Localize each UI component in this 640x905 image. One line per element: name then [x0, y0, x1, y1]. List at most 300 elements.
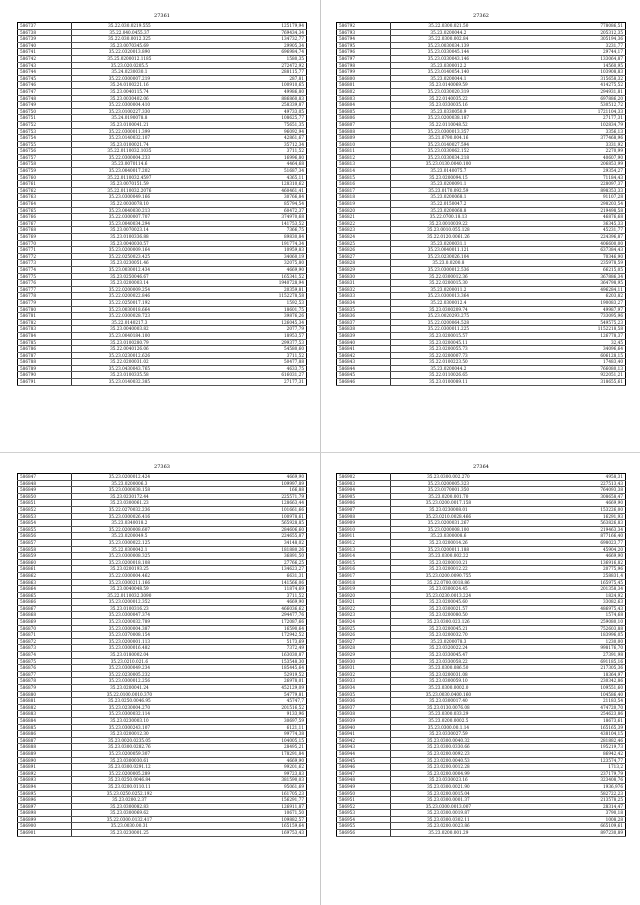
reference-cell: 35.23.0300008.6: [391, 533, 506, 540]
row-id-cell: 586880: [18, 691, 72, 698]
table-row: [337, 332, 626, 339]
table-row: [18, 234, 307, 241]
table-row: [337, 194, 626, 201]
amount-cell: 14560,95: [505, 62, 625, 69]
table-row: [337, 533, 626, 540]
reference-cell: 35.22.0200008.607: [72, 526, 187, 533]
reference-cell: 35.23.0300.0019.87: [391, 810, 506, 817]
table-row: [18, 783, 307, 790]
amount-cell: 299377,53: [186, 339, 306, 346]
row-id-cell: 586942: [337, 737, 391, 744]
reference-cell: 35.23.0300.0002.0: [391, 685, 506, 692]
table-row: [337, 273, 626, 280]
amount-cell: 33082,63: [505, 599, 625, 606]
reference-cell: 35.23.0100089.11: [391, 379, 506, 386]
reference-cell: 35.23.0030034.139: [391, 42, 506, 49]
amount-cell: 1152218,58: [505, 326, 625, 333]
amount-cell: 315658,32: [505, 75, 625, 82]
amount-cell: 30697,59: [186, 717, 306, 724]
amount-cell: 6631,31: [186, 572, 306, 579]
table-row: [18, 260, 307, 267]
row-id-cell: 586897: [18, 803, 72, 810]
amount-cell: 17483,40: [505, 359, 625, 366]
row-id-cell: 586744: [18, 69, 72, 76]
table-row: [18, 724, 307, 731]
amount-cell: 91107,28: [505, 194, 625, 201]
table-row: [18, 306, 307, 313]
row-id-cell: 586798: [337, 62, 391, 69]
reference-cell: 35.23.0210.0028.466: [391, 513, 506, 520]
table-row: [337, 586, 626, 593]
amount-cell: 10671,50: [186, 810, 306, 817]
table-row: [18, 810, 307, 817]
table-row: [18, 154, 307, 161]
reference-cell: 35.23.0300082.83: [72, 803, 187, 810]
row-id-cell: 586866: [18, 599, 72, 606]
row-id-cell: 586833: [337, 293, 391, 300]
row-id-cell: 586795: [337, 42, 391, 49]
amount-cell: 86942,42: [505, 750, 625, 757]
row-id-cell: 586907: [337, 506, 391, 513]
table-row: [337, 75, 626, 82]
row-id-cell: 586940: [337, 724, 391, 731]
table-row: [337, 201, 626, 208]
amount-cell: 1940728,94: [186, 280, 306, 287]
table-row: [18, 293, 307, 300]
table-row: [337, 220, 626, 227]
amount-cell: 185445,64: [186, 665, 306, 672]
reference-cell: 35.23.0300.086.50: [391, 665, 506, 672]
table-row: [18, 227, 307, 234]
amount-cell: 29744,17: [505, 49, 625, 56]
row-id-cell: 586749: [18, 102, 72, 109]
table-row: [337, 757, 626, 764]
table-row: [337, 691, 626, 698]
amount-cell: 178291,84: [186, 750, 306, 757]
table-row: [18, 493, 307, 500]
ledger-table: [17, 473, 307, 837]
table-row: [18, 168, 307, 175]
row-id-cell: 586931: [337, 665, 391, 672]
reference-cell: 35.23.0200012.30: [72, 731, 187, 738]
table-row: [337, 605, 626, 612]
reference-cell: 35.23.0140032.385: [72, 379, 187, 386]
table-row: [18, 55, 307, 62]
row-id-cell: 586889: [18, 750, 72, 757]
table-row: [337, 359, 626, 366]
table-row: [337, 36, 626, 43]
reference-cell: 35.23.0200049.5: [72, 533, 187, 540]
table-row: [18, 605, 307, 612]
reference-cell: 35.23.0.0200.8: [391, 260, 506, 267]
table-row: [18, 240, 307, 247]
table-row: [18, 790, 307, 797]
reference-cell: 35.23.0030012.434: [72, 266, 187, 273]
row-id-cell: 586854: [18, 520, 72, 527]
reference-cell: 35.23.0200009.164: [72, 247, 187, 254]
table-row: [18, 592, 307, 599]
row-id-cell: 586856: [18, 533, 72, 540]
row-id-cell: 586909: [337, 520, 391, 527]
amount-cell: 364798,95: [505, 280, 625, 287]
row-id-cell: 586750: [18, 108, 72, 115]
reference-cell: 35.23.0330023.16: [391, 777, 506, 784]
reference-cell: 35.22.0300028.723: [72, 313, 187, 320]
reference-cell: 35.23.0040184.100: [72, 332, 187, 339]
amount-cell: 752603,88: [505, 625, 625, 632]
reference-cell: 35.23.0200038.187: [391, 115, 506, 122]
reference-cell: 35.22.0110032.1035: [72, 148, 187, 155]
row-id-cell: 586951: [337, 797, 391, 804]
amount-cell: 201358,34: [505, 586, 625, 593]
reference-cell: 35.23.0330027.59: [391, 731, 506, 738]
row-id-cell: 586899: [18, 816, 72, 823]
amount-cell: 4958,31: [505, 474, 625, 481]
table-row: [18, 379, 307, 386]
row-id-cell: 586819: [337, 201, 391, 208]
row-id-cell: 586946: [337, 764, 391, 771]
table-row: [18, 539, 307, 546]
row-id-cell: 586752: [18, 121, 72, 128]
amount-cell: 5173,69: [186, 638, 306, 645]
reference-cell: 35.22.0250023.425: [72, 253, 187, 260]
reference-cell: 35.23.0200068.8: [391, 207, 506, 214]
page-title: 27363: [154, 464, 170, 470]
amount-cell: 45904,20: [505, 546, 625, 553]
reference-cell: 35.23.0170001.350: [391, 487, 506, 494]
table-row: [337, 566, 626, 573]
reference-cell: 35.23.0300.0040.32: [391, 737, 506, 744]
table-row: [18, 691, 307, 698]
row-id-cell: 586759: [18, 168, 72, 175]
table-row: [18, 553, 307, 560]
reference-cell: 35.23.0370008.154: [72, 632, 187, 639]
amount-cell: 582722,23: [505, 790, 625, 797]
table-row: [18, 42, 307, 49]
amount-cell: 109882,57: [186, 816, 306, 823]
row-id-cell: 586842: [337, 352, 391, 359]
row-id-cell: 586952: [337, 803, 391, 810]
table-row: [337, 154, 626, 161]
reference-cell: 35.23.0200003.14: [72, 280, 187, 287]
table-row: [18, 480, 307, 487]
reference-cell: 35.23.0250.0252.192: [72, 790, 187, 797]
amount-cell: 99201,62: [186, 764, 306, 771]
reference-cell: 35.23.0230012.626: [72, 352, 187, 359]
amount-cell: 9133,96: [186, 711, 306, 718]
amount-cell: 126045,34: [186, 319, 306, 326]
amount-cell: 563826,83: [505, 520, 625, 527]
reference-cell: 35.23.0200.0012.28: [391, 764, 506, 771]
reference-cell: 35.23.0330058.22: [391, 658, 506, 665]
row-id-cell: 586840: [337, 339, 391, 346]
table-row: [18, 88, 307, 95]
row-id-cell: 586939: [337, 717, 391, 724]
reference-cell: 35.23.0320022.24: [391, 645, 506, 652]
amount-cell: 452129,09: [186, 685, 306, 692]
table-row: [18, 533, 307, 540]
reference-cell: 35.24.0100221.16: [72, 82, 187, 89]
row-id-cell: 586936: [337, 698, 391, 705]
table-row: [337, 365, 626, 372]
reference-cell: 35.23.0300030.61: [72, 757, 187, 764]
table-row: [337, 227, 626, 234]
reference-cell: 35.23.0300017.40: [391, 698, 506, 705]
row-id-cell: 586943: [337, 744, 391, 751]
table-row: [337, 652, 626, 659]
amount-cell: 549575,23: [505, 319, 625, 326]
table-row: [18, 638, 307, 645]
table-row: [18, 685, 307, 692]
table-row: [18, 82, 307, 89]
amount-cell: 474720,70: [505, 704, 625, 711]
reference-cell: 35.23.0200.0002.5: [391, 717, 506, 724]
row-id-cell: 586915: [337, 559, 391, 566]
table-row: [18, 280, 307, 287]
row-id-cell: 586941: [337, 731, 391, 738]
amount-cell: 1721104,33: [505, 108, 625, 115]
row-id-cell: 586921: [337, 599, 391, 606]
row-id-cell: 586928: [337, 645, 391, 652]
row-id-cell: 586800: [337, 75, 391, 82]
reference-cell: 35.23.0300061.23: [72, 500, 187, 507]
reference-cell: 35.23.0300012.2: [391, 62, 506, 69]
reference-cell: 35.23.0040048.59: [72, 586, 187, 593]
amount-cell: 54779,81: [186, 691, 306, 698]
table-row: [337, 174, 626, 181]
reference-cell: 35.23.0200015.57: [391, 332, 506, 339]
table-row: [337, 168, 626, 175]
amount-cell: 35712,34: [186, 141, 306, 148]
reference-cell: 35.23.0300012.256: [72, 678, 187, 685]
amount-cell: 50477,88: [186, 359, 306, 366]
row-id-cell: 586826: [337, 247, 391, 254]
row-id-cell: 586757: [18, 154, 72, 161]
table-row: [337, 520, 626, 527]
row-id-cell: 586894: [18, 783, 72, 790]
reference-cell: 35.21.0790.004.16: [391, 135, 506, 142]
reference-cell: 35.23.0230004.270: [72, 704, 187, 711]
amount-cell: 4669,90: [186, 266, 306, 273]
table-row: [337, 579, 626, 586]
row-id-cell: 586760: [18, 174, 72, 181]
amount-cell: 134732,77: [186, 36, 306, 43]
amount-cell: 165165,39: [505, 724, 625, 731]
amount-cell: 3711,52: [186, 352, 306, 359]
amount-cell: 141566,06: [186, 579, 306, 586]
reference-cell: 35.23.0200018.108: [72, 559, 187, 566]
amount-cell: 163030,87: [186, 652, 306, 659]
table-row: [18, 266, 307, 273]
reference-cell: 35.23.0300.0001.37: [391, 797, 506, 804]
reference-cell: 35.22.0110032.2076: [72, 187, 187, 194]
row-id-cell: 586792: [337, 23, 391, 30]
table-row: [337, 750, 626, 757]
table-row: [337, 306, 626, 313]
amount-cell: 18953,57: [186, 332, 306, 339]
reference-cell: 35.23.0200078.3: [391, 638, 506, 645]
table-row: [337, 280, 626, 287]
row-id-cell: 586955: [337, 823, 391, 830]
reference-cell: 35.23.0200044.2: [391, 365, 506, 372]
reference-cell: 35.23.0200055.73: [391, 346, 506, 353]
amount-cell: 258339,87: [186, 102, 306, 109]
amount-cell: 3711,52: [186, 592, 306, 599]
reference-cell: 35.23.0020293.275: [391, 313, 506, 320]
table-row: [337, 685, 626, 692]
row-id-cell: 586930: [337, 658, 391, 665]
reference-cell: 35.23.0140027.594: [391, 141, 506, 148]
amount-cell: 237179,79: [505, 770, 625, 777]
reference-cell: 35.23.0300013.357: [391, 128, 506, 135]
table-row: [337, 299, 626, 306]
row-id-cell: 586823: [337, 227, 391, 234]
table-row: [337, 797, 626, 804]
reference-cell: 35.23.0130.0076.08: [391, 704, 506, 711]
row-id-cell: 586781: [18, 313, 72, 320]
amount-cell: 1713,2: [505, 764, 625, 771]
amount-cell: 49986,80: [186, 88, 306, 95]
row-id-cell: 586767: [18, 220, 72, 227]
row-id-cell: 586782: [18, 319, 72, 326]
amount-cell: 665109,61: [505, 823, 625, 830]
table-row: [337, 148, 626, 155]
amount-cell: 886860,83: [186, 95, 306, 102]
amount-cell: 225571,79: [186, 493, 306, 500]
row-id-cell: 586891: [18, 764, 72, 771]
table-row: [18, 207, 307, 214]
table-row: [337, 379, 626, 386]
reference-cell: 35.23.0300211.166: [72, 579, 187, 586]
row-id-cell: 586777: [18, 286, 72, 293]
reference-cell: 35.23.0100227.330: [72, 108, 187, 115]
table-row: [337, 803, 626, 810]
row-id-cell: 586778: [18, 293, 72, 300]
reference-cell: 35.23.0200012.22: [391, 566, 506, 573]
row-id-cell: 586786: [18, 346, 72, 353]
table-row: [337, 770, 626, 777]
reference-cell: 35.22.0700.18.13: [391, 214, 506, 221]
amount-cell: 195219,73: [505, 744, 625, 751]
table-row: [18, 513, 307, 520]
table-row: [18, 174, 307, 181]
ledger-table: [336, 473, 626, 837]
amount-cell: 998176,70: [505, 645, 625, 652]
amount-cell: 4669,90: [186, 757, 306, 764]
amount-cell: 36891,50: [186, 553, 306, 560]
row-id-cell: 586773: [18, 260, 72, 267]
reference-cell: 35.23.0300243.107: [72, 724, 187, 731]
reference-cell: 35.23.0030402.06: [72, 95, 187, 102]
amount-cell: 45231,77: [505, 227, 625, 234]
row-id-cell: 586745: [18, 75, 72, 82]
table-row: [337, 506, 626, 513]
table-row: [18, 520, 307, 527]
row-id-cell: 586938: [337, 711, 391, 718]
row-id-cell: 586953: [337, 810, 391, 817]
table-row: [18, 121, 307, 128]
table-row: [18, 352, 307, 359]
amount-cell: 36345,33: [505, 220, 625, 227]
reference-cell: 35.23.0300024.45: [391, 586, 506, 593]
table-row: [18, 194, 307, 201]
table-row: [18, 365, 307, 372]
row-id-cell: 586893: [18, 777, 72, 784]
amount-cell: 259080,10: [505, 619, 625, 626]
amount-cell: 100978,61: [186, 513, 306, 520]
row-id-cell: 586863: [18, 579, 72, 586]
amount-cell: 133064,87: [505, 55, 625, 62]
table-row: [18, 770, 307, 777]
reference-cell: 35.23.0330034.218: [391, 154, 506, 161]
reference-cell: 35.23.0330035.16: [391, 102, 506, 109]
reference-cell: 35.23.0300.023.126: [391, 619, 506, 626]
table-row: [337, 526, 626, 533]
row-id-cell: 586871: [18, 632, 72, 639]
amount-cell: 1008,28: [505, 816, 625, 823]
row-id-cell: 586847: [18, 474, 72, 481]
table-row: [337, 352, 626, 359]
amount-cell: 18601,75: [186, 306, 306, 313]
row-id-cell: 586818: [337, 194, 391, 201]
reference-cell: 35.24.0230030.1: [72, 69, 187, 76]
table-row: [18, 135, 307, 142]
amount-cell: 40607,90: [505, 154, 625, 161]
reference-cell: 35.23.0100336.88: [72, 234, 187, 241]
table-row: [337, 42, 626, 49]
amount-cell: 224655,87: [186, 533, 306, 540]
table-row: [337, 539, 626, 546]
table-row: [337, 214, 626, 221]
row-id-cell: 586861: [18, 566, 72, 573]
amount-cell: 4669,90: [505, 553, 625, 560]
amount-cell: 99774,38: [186, 731, 306, 738]
amount-cell: 766080,13: [505, 365, 625, 372]
amount-cell: 281882,46: [505, 737, 625, 744]
amount-cell: 104005,15: [186, 737, 306, 744]
amount-cell: 1824,92: [505, 592, 625, 599]
table-row: [337, 108, 626, 115]
row-id-cell: 586860: [18, 559, 72, 566]
reference-cell: 35.23.0300004.387: [72, 625, 187, 632]
row-id-cell: 586813: [337, 161, 391, 168]
row-id-cell: 586862: [18, 572, 72, 579]
table-row: [18, 326, 307, 333]
table-row: [18, 319, 307, 326]
amount-cell: 16291,93: [505, 513, 625, 520]
table-row: [337, 625, 626, 632]
table-row: [337, 704, 626, 711]
table-row: [18, 332, 307, 339]
row-id-cell: 586832: [337, 286, 391, 293]
amount-cell: 606128,15: [505, 352, 625, 359]
amount-cell: 108625,77: [186, 115, 306, 122]
table-row: [18, 36, 307, 43]
reference-cell: 35.23.0300013.364: [391, 293, 506, 300]
amount-cell: 3356,13: [505, 128, 625, 135]
reference-cell: 35.23.0340018.2: [72, 520, 187, 527]
amount-cell: 89830,84: [186, 234, 306, 241]
amount-cell: 104586,40: [505, 691, 625, 698]
reference-cell: 35.23.0330045.144: [391, 49, 506, 56]
amount-cell: 165159,64: [186, 823, 306, 830]
row-id-cell: 586743: [18, 62, 72, 69]
amount-cell: 7366,75: [186, 227, 306, 234]
row-id-cell: 586794: [337, 36, 391, 43]
table-row: [18, 599, 307, 606]
row-id-cell: 586788: [18, 359, 72, 366]
row-id-cell: 586875: [18, 658, 72, 665]
